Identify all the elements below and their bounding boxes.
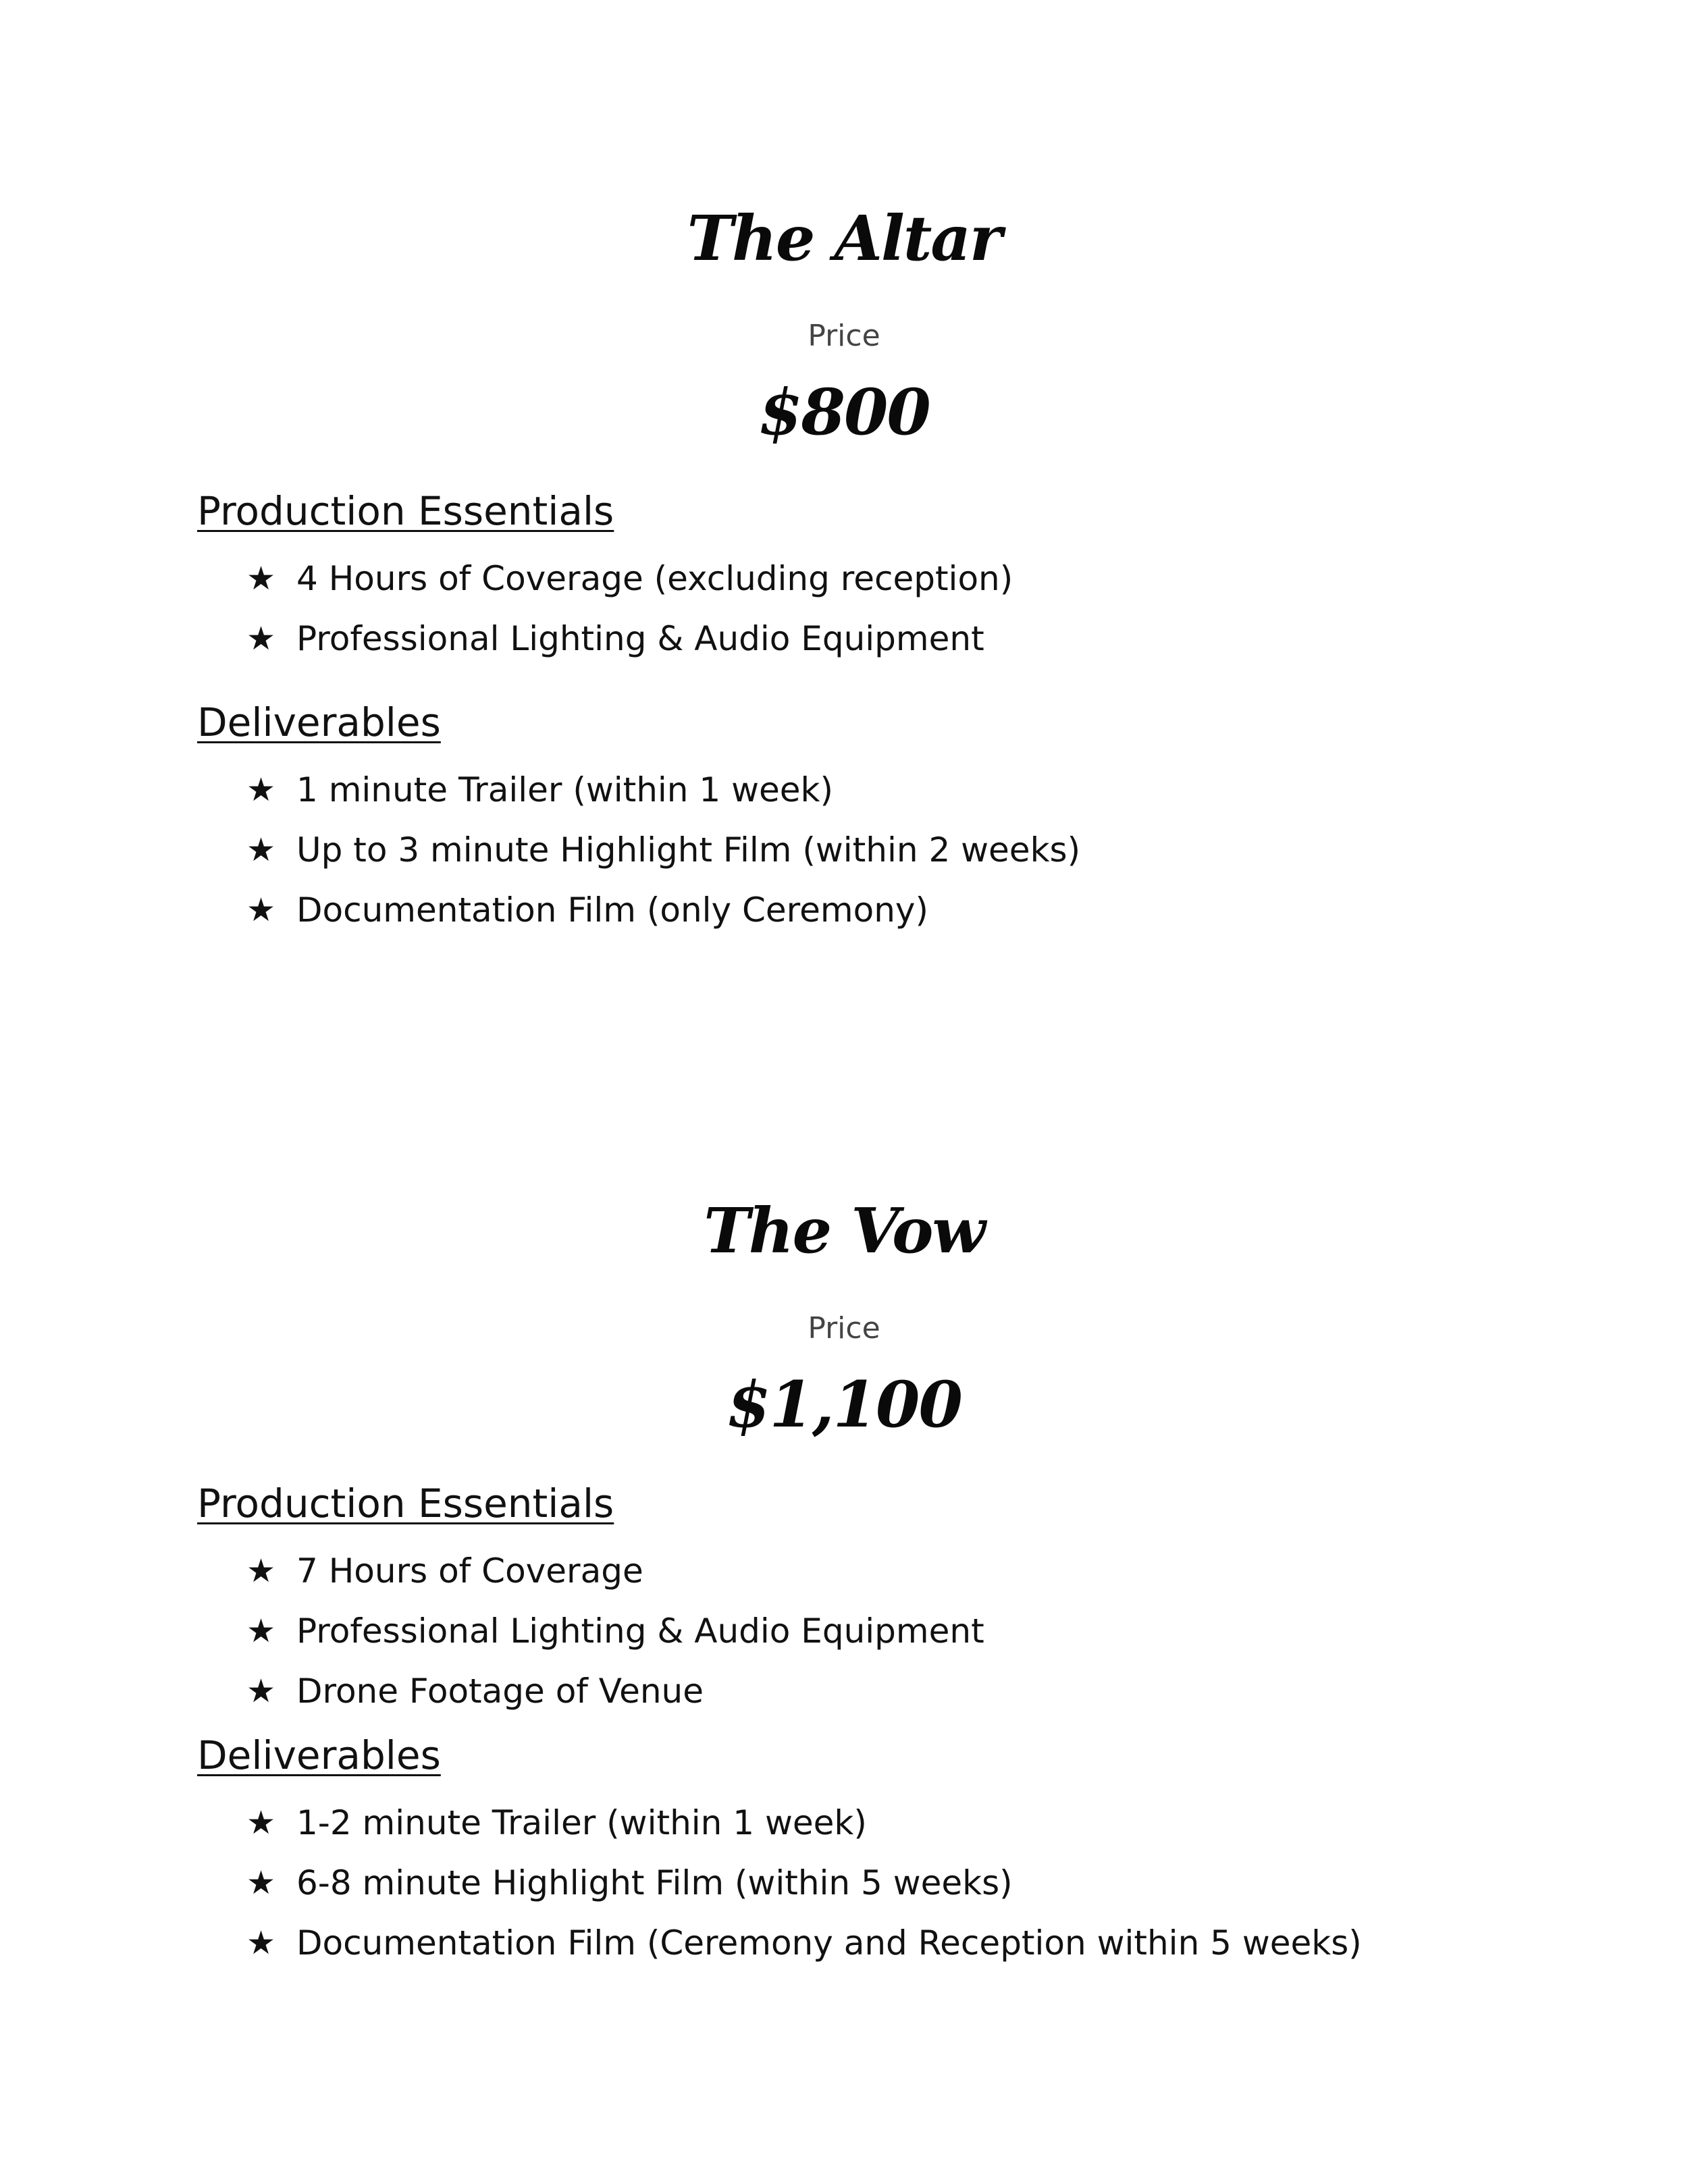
feature-list [246,1792,1362,1973]
list-item [246,548,1013,608]
list-item-text: 6-8 minute Highlight Film (within 5 weeks) [296,1863,1013,1902]
list-item-text: 1 minute Trailer (within 1 week) [296,770,833,809]
list-item-text: 1-2 minute Trailer (within 1 week) [296,1803,867,1842]
feature-list [246,1541,984,1721]
list-item-text: Professional Lighting & Audio Equipment [296,1611,984,1651]
list-item-text: Up to 3 minute Highlight Film (within 2 weeks) [296,830,1081,870]
list-item [246,1792,1362,1853]
list-item-text: 7 Hours of Coverage [296,1551,643,1591]
star-icon: ★ [246,1803,276,1842]
list-item [246,1601,984,1661]
list-item [246,880,1080,940]
star-icon: ★ [246,890,276,929]
list-item [246,1541,984,1601]
list-item [246,1913,1362,1973]
star-icon: ★ [246,1923,276,1962]
price-label: Price [808,1311,880,1346]
feature-list [246,548,1013,668]
list-item-text: Drone Footage of Venue [296,1671,704,1711]
section-heading-deliverables: Deliverables [197,699,441,745]
star-icon: ★ [246,559,276,597]
price-label: Price [808,319,880,353]
list-item-text: 4 Hours of Coverage (excluding reception) [296,558,1013,598]
star-icon: ★ [246,1612,276,1650]
section-heading-deliverables: Deliverables [197,1732,441,1778]
price-value: $1,100 [727,1368,961,1442]
star-icon: ★ [246,1672,276,1710]
section-heading-production-essentials: Production Essentials [197,1481,614,1526]
section-heading-production-essentials: Production Essentials [197,488,614,534]
package-title: The Vow [704,1194,984,1267]
star-icon: ★ [246,830,276,869]
list-item [246,1853,1362,1913]
list-item-text: Documentation Film (only Ceremony) [296,890,928,930]
price-value: $800 [758,375,930,450]
star-icon: ★ [246,1551,276,1590]
list-item-text: Professional Lighting & Audio Equipment [296,618,984,658]
star-icon: ★ [246,619,276,658]
list-item-text: Documentation Film (Ceremony and Reception within 5 weeks) [296,1923,1362,1963]
package-title: The Altar [687,202,1001,275]
list-item [246,608,1013,668]
list-item [246,820,1080,880]
list-item [246,760,1080,820]
feature-list [246,760,1080,940]
star-icon: ★ [246,770,276,809]
list-item [246,1661,984,1721]
star-icon: ★ [246,1863,276,1902]
